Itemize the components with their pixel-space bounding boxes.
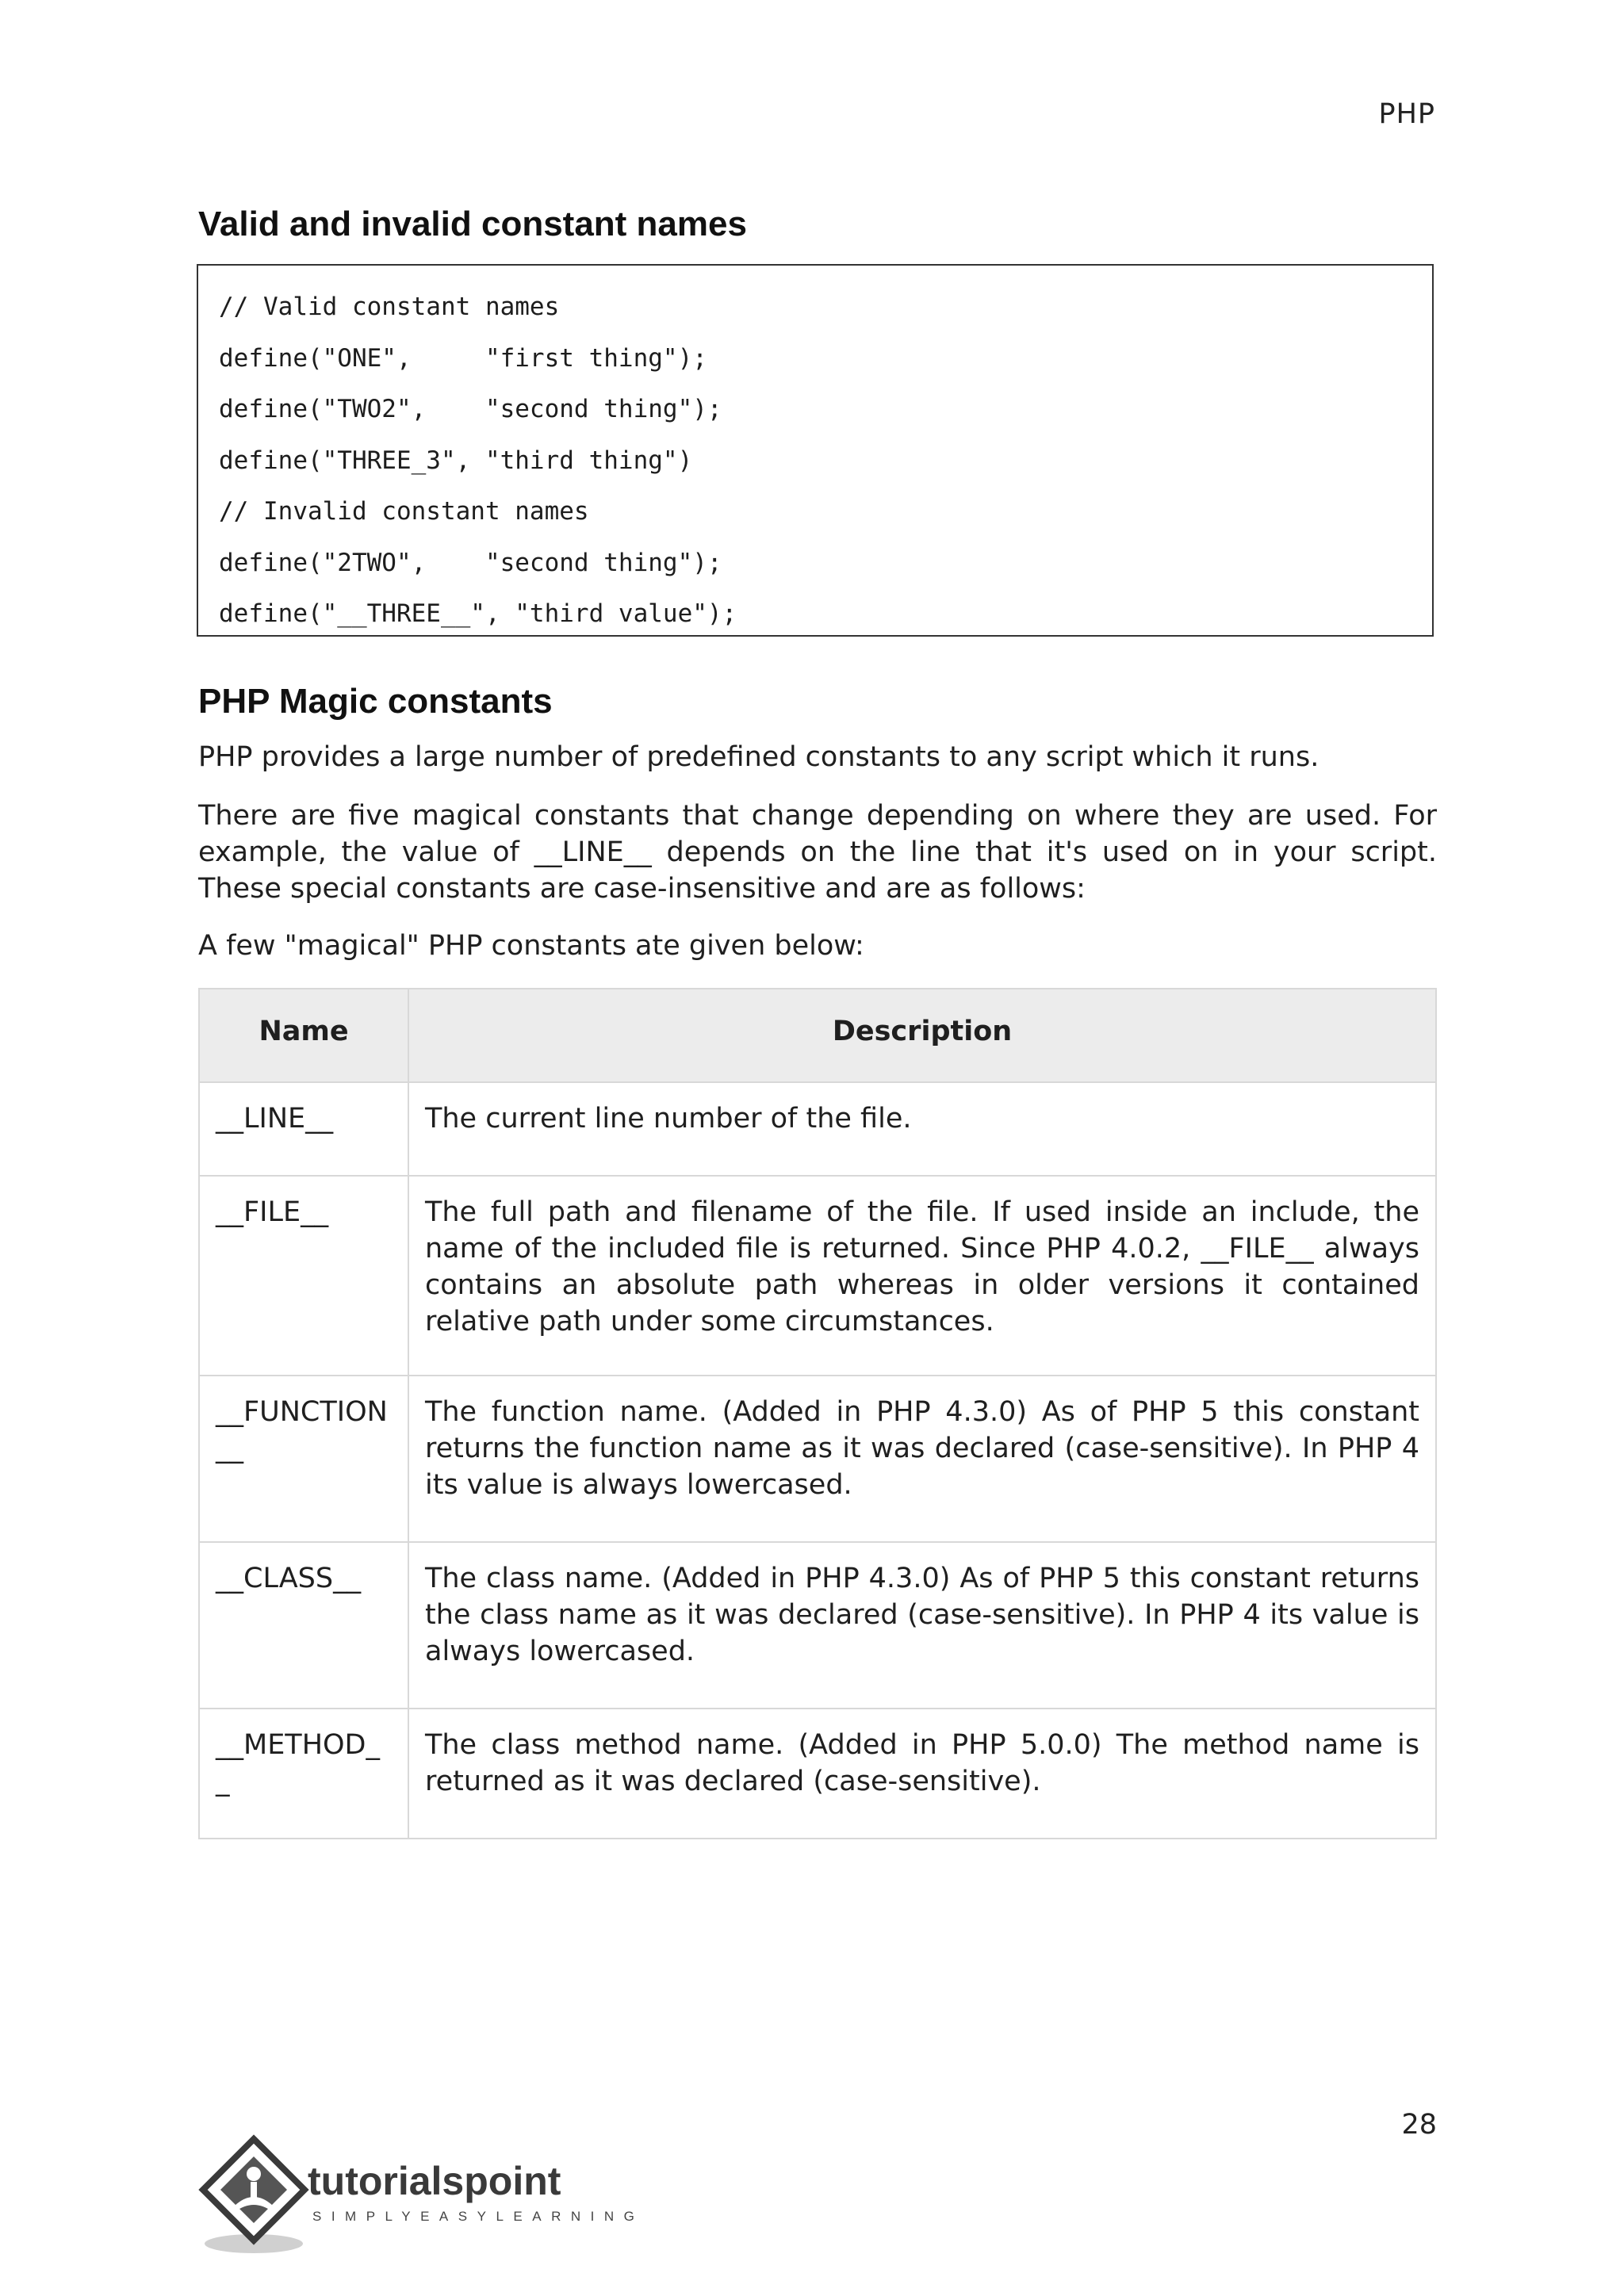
section-heading-valid-constants: Valid and invalid constant names [198, 205, 747, 243]
logo-wordmark: tutorialspoint [308, 2159, 561, 2203]
constant-name-cell: __CLASS__ [199, 1542, 408, 1709]
column-header-name: Name [199, 989, 408, 1082]
constant-description-cell: The class method name. (Added in PHP 5.0.0) The method name is returned as it was declared (case-sensitive). [408, 1709, 1436, 1839]
paragraph-table-lead: A few "magical" PHP constants ate given below: [198, 930, 864, 962]
code-line: define("2TWO", "second thing"); [219, 548, 722, 577]
tutorialspoint-logo [197, 2133, 645, 2260]
constant-description-cell: The function name. (Added in PHP 4.3.0) As of PHP 5 this constant returns the function name as it was declared (case-sensitive). In PHP 4 its value is always lowercased. [408, 1376, 1436, 1542]
constant-name-cell: __FILE__ [199, 1176, 408, 1376]
page-number: 28 [1401, 2109, 1437, 2141]
constant-name-cell: __METHOD__ [199, 1709, 408, 1839]
column-header-description: Description [408, 989, 1436, 1082]
code-line: // Invalid constant names [219, 497, 589, 526]
constant-description-cell: The class name. (Added in PHP 4.3.0) As of PHP 5 this constant returns the class name as it was declared (case-sensitive). In PHP 4 its value is always lowercased. [408, 1542, 1436, 1709]
logo-tagline: SIMPLYEASYLEARNING [312, 2209, 645, 2224]
constant-name-cell: __LINE__ [199, 1082, 408, 1176]
code-line: define("THREE_3", "third thing") [219, 446, 693, 475]
table-row [199, 1376, 1436, 1542]
table-header-row [199, 989, 1436, 1082]
running-header: PHP [1378, 98, 1435, 130]
logo-emblem-icon [197, 2133, 316, 2260]
code-line: define("TWO2", "second thing"); [219, 395, 722, 423]
magic-constants-table [198, 988, 1437, 1839]
code-line: define("ONE", "first thing"); [219, 343, 707, 373]
constant-description-cell: The full path and filename of the file. If used inside an include, the name of the included file is returned. Since PHP 4.0.2, __FILE__ always contains an absolute path whereas in older versions it contained relative path under some circumstances. [408, 1176, 1436, 1376]
constant-name-cell: __FUNCTION__ [199, 1376, 408, 1542]
table-row [199, 1709, 1436, 1839]
section-heading-magic-constants: PHP Magic constants [198, 682, 553, 721]
code-line: // Valid constant names [219, 293, 560, 321]
paragraph-explanation: There are five magical constants that change depending on where they are used. For example, the value of __LINE__ depends on the line that it's used on in your script. These special constants are case-insensitive and are as follows: [198, 800, 1437, 905]
table-row [199, 1176, 1436, 1376]
code-block [197, 264, 1434, 637]
constant-description-cell: The current line number of the file. [408, 1082, 1436, 1176]
code-line: define("__THREE__", "third value"); [219, 599, 737, 628]
table-row [199, 1542, 1436, 1709]
paragraph-intro: PHP provides a large number of predefined constants to any script which it runs. [198, 741, 1320, 773]
table-row [199, 1082, 1436, 1176]
